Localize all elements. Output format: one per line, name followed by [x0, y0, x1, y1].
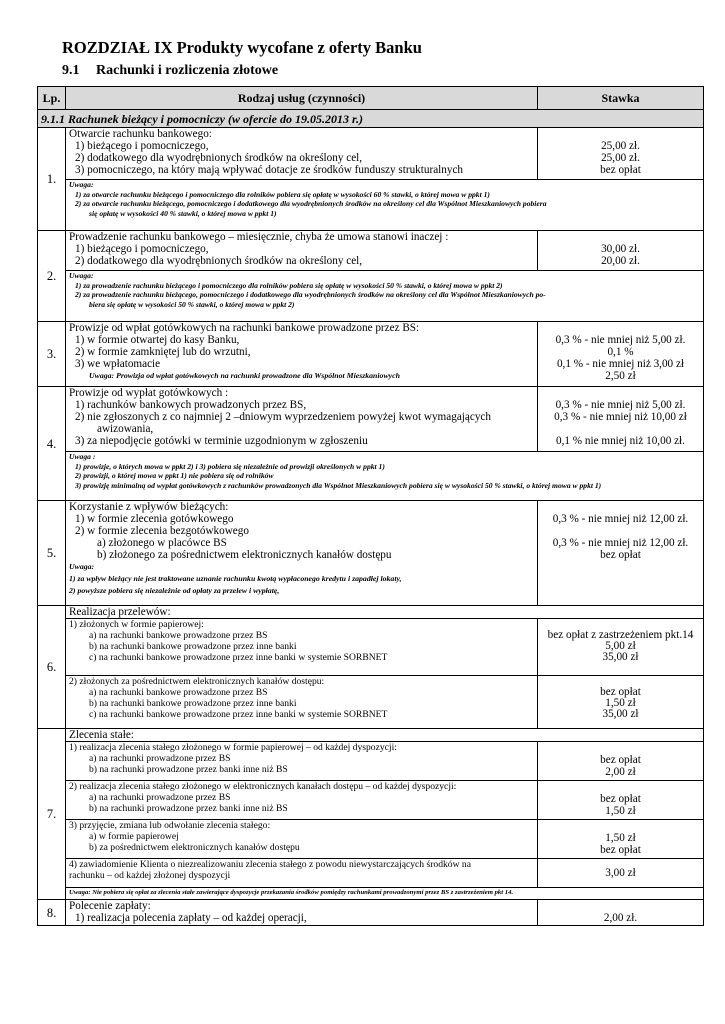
table-row: [38, 128, 704, 180]
note-cell: Uwaga: 1) za otwarcie rachunku bieżącego i pomocniczego dla rolników pobiera się opłatę w wysokości 60 % stawki, o której mowa w ppkt 1) 2) za otwarcie rachunku bieżącego, pomocniczego i dodatkowego dla wyodrębnionych środków na określony cel dla Wspólnot Mieszkaniowych pobiera się opłatę w wysokości 40 % stawki, o której mowa w ppkt 1): [66, 180, 704, 231]
table-row: [38, 501, 704, 606]
table-row: [38, 729, 704, 742]
table-row: [38, 900, 704, 926]
table-subrow: [38, 781, 704, 820]
service-cell: Prowadzenie rachunku bankowego – miesięcznie, chyba że umowa stanowi inaczej : 1) bieżącego i pomocniczego, 2) dodatkowego dla wyodrębnionych środków na określony cel,: [66, 231, 538, 271]
row-number: 1.: [38, 128, 66, 231]
note-cell: Uwaga: 1) za prowadzenie rachunku bieżącego i pomocniczego dla rolników pobiera się opłatę w wysokości 50 % stawki, o której mowa w ppkt 2) 2) za prowadzenie rachunku bieżącego, pomocniczego i dodatkowego dla wyodrębnionych środków na określony cel dla Wspólnot Mieszkaniowych po- biera się opłatę w wysokości 50 % stawki, o której mowa w ppkt 2): [66, 271, 704, 322]
table-subrow: [38, 820, 704, 859]
subsection-row: [38, 110, 704, 128]
section-title: Rachunki i rozliczenia złotowe: [96, 63, 279, 78]
table-subrow: [38, 619, 704, 676]
rate-cell: 0,3 % - nie mniej niż 5,00 zł. 0,3 % - nie mniej niż 10,00 zł 0,1 % nie mniej niż 10,00 zł.: [538, 387, 704, 452]
rate-cell: bez opłat 1,50 zł 35,00 zł: [538, 676, 704, 729]
note-cell: Uwaga: Nie pobiera się opłat za zlecenia stałe zawierające dyspozycje przekazania środków pomiędzy rachunkami prowadzonymi przez BS z zastrzeżeniem pkt 14.: [66, 888, 704, 900]
row-number: 3.: [38, 322, 66, 387]
service-cell: 2) złożonych za pośrednictwem elektronicznych kanałów dostępu: a) na rachunki bankowe prowadzone przez BS b) na rachunki bankowe prowadzone przez inne banki c) na rachunki bankowe prowadzone przez inne banki w systemie SORBNET: [66, 676, 538, 729]
service-cell: Polecenie zapłaty: 1) realizacja polecenia zapłaty – od każdej operacji,: [66, 900, 538, 926]
col-service-header: Rodzaj usług (czynności): [66, 87, 538, 110]
table-row: [38, 387, 704, 452]
row-number: 6.: [38, 606, 66, 729]
rate-cell: 2,00 zł.: [538, 900, 704, 926]
note-row: [38, 180, 704, 231]
row-number: 5.: [38, 501, 66, 606]
col-lp-header: Lp.: [38, 87, 66, 110]
subsection-title: 9.1.1 Rachunek bieżący i pomocniczy (w ofercie do 19.05.2013 r.): [38, 110, 704, 128]
service-title-cell: Zlecenia stałe:: [66, 729, 704, 742]
service-cell: Prowizje od wpłat gotówkowych na rachunki bankowe prowadzone przez BS: 1) w formie otwartej do kasy Banku, 2) w formie zamkniętej lub do wrzutni, 3) we wpłatomacie Uwaga: Prowizja od wpłat gotówkowych na rachunki prowadzone dla Wspólnot Mieszkaniowych: [66, 322, 538, 387]
row-number: 4.: [38, 387, 66, 501]
service-cell: Otwarcie rachunku bankowego: 1) bieżącego i pomocniczego, 2) dodatkowego dla wyodrębnionych środków na określony cel, 3) pomocniczego, na który mają wpływać dotacje ze środków funduszy strukturalnych: [66, 128, 538, 180]
col-rate-header: Stawka: [538, 87, 704, 110]
rate-cell: 0,3 % - nie mniej niż 5,00 zł. 0,1 % 0,1 % - nie mniej niż 3,00 zł 2,50 zł: [538, 322, 704, 387]
table-row: [38, 606, 704, 619]
table-subrow: [38, 676, 704, 729]
row-number: 7.: [38, 729, 66, 900]
table-row: [38, 231, 704, 271]
rate-cell: 0,3 % - nie mniej niż 12,00 zł. 0,3 % - nie mniej niż 12,00 zł. bez opłat: [538, 501, 704, 606]
note-row: [38, 452, 704, 501]
section-heading: [62, 63, 278, 79]
service-cell: Korzystanie z wpływów bieżących: 1) w formie zlecenia gotówkowego 2) w formie zlecenia bezgotówkowego a) złożonego w placówce BS b) złożonego za pośrednictwem elektronicznych kanałów dostępu Uwaga: 1) za wpływ bieżący nie jest traktowane uznanie rachunku kwotą wypłaconego kredytu i zapadłej lokaty, 2) powyższe pobiera się niezależnie od opłaty za przelew i wypłatę,: [66, 501, 538, 606]
service-cell: Prowizje od wypłat gotówkowych : 1) rachunków bankowych prowadzonych przez BS, 2) nie zgłoszonych z co najmniej 2 –dniowym wyprzedzeniem powyżej kwot wymagających awizowania, 3) za niepodjęcie gotówki w terminie uzgodnionym w zgłoszeniu: [66, 387, 538, 452]
note-row: [38, 271, 704, 322]
service-title-cell: Realizacja przelewów:: [66, 606, 704, 619]
row-number: 2.: [38, 231, 66, 322]
table-row: [38, 322, 704, 387]
chapter-heading: ROZDZIAŁ IX Produkty wycofane z oferty Banku: [62, 38, 422, 57]
note-row: [38, 888, 704, 900]
table-subrow: [38, 859, 704, 888]
rate-cell: bez opłat 2,00 zł: [538, 742, 704, 781]
note-cell: Uwaga : 1) prowizje, o których mowa w ppkt 2) i 3) pobiera się niezależnie od prowizji określonych w ppkt 1) 2) prowizji, o której mowa w ppkt 1) nie pobiera się od rolników 3) prowizję minimalną od wypłat gotówkowych z rachunków prowadzonych dla Wspólnot Mieszkaniowych pobiera się w wysokości 50 % stawki, o której mowa w ppkt 1): [66, 452, 704, 501]
table-subrow: [38, 742, 704, 781]
rate-cell: 3,00 zł: [538, 859, 704, 888]
table-header: [38, 87, 704, 110]
service-cell: 1) realizacja zlecenia stałego złożonego w formie papierowej – od każdej dyspozycji: a) na rachunki prowadzone przez BS b) na rachunki prowadzone przez banki inne niż BS: [66, 742, 538, 781]
service-cell: 2) realizacja zlecenia stałego złożonego w elektronicznych kanałach dostępu – od każdej dyspozycji: a) na rachunki prowadzone przez BS b) na rachunki prowadzone przez banki inne niż BS: [66, 781, 538, 820]
rate-cell: 1,50 zł bez opłat: [538, 820, 704, 859]
rate-cell: 30,00 zł. 20,00 zł.: [538, 231, 704, 271]
rate-cell: bez opłat 1,50 zł: [538, 781, 704, 820]
section-number: 9.1: [62, 63, 80, 78]
fee-table: [37, 86, 704, 926]
rate-cell: 25,00 zł. 25,00 zł. bez opłat: [538, 128, 704, 180]
row-number: 8.: [38, 900, 66, 926]
service-cell: 3) przyjęcie, zmiana lub odwołanie zlecenia stałego: a) w formie papierowej b) za pośrednictwem elektronicznych kanałów dostępu: [66, 820, 538, 859]
service-cell: 1) złożonych w formie papierowej: a) na rachunki bankowe prowadzone przez BS b) na rachunki bankowe prowadzone przez inne banki c) na rachunki bankowe prowadzone przez inne banki w systemie SORBNET: [66, 619, 538, 676]
service-cell: 4) zawiadomienie Klienta o niezrealizowaniu zlecenia stałego z powodu niewystarczających środków na rachunku – od każdej złożonej dyspozycji: [66, 859, 538, 888]
rate-cell: bez opłat z zastrzeżeniem pkt.14 5,00 zł 35,00 zł: [538, 619, 704, 676]
